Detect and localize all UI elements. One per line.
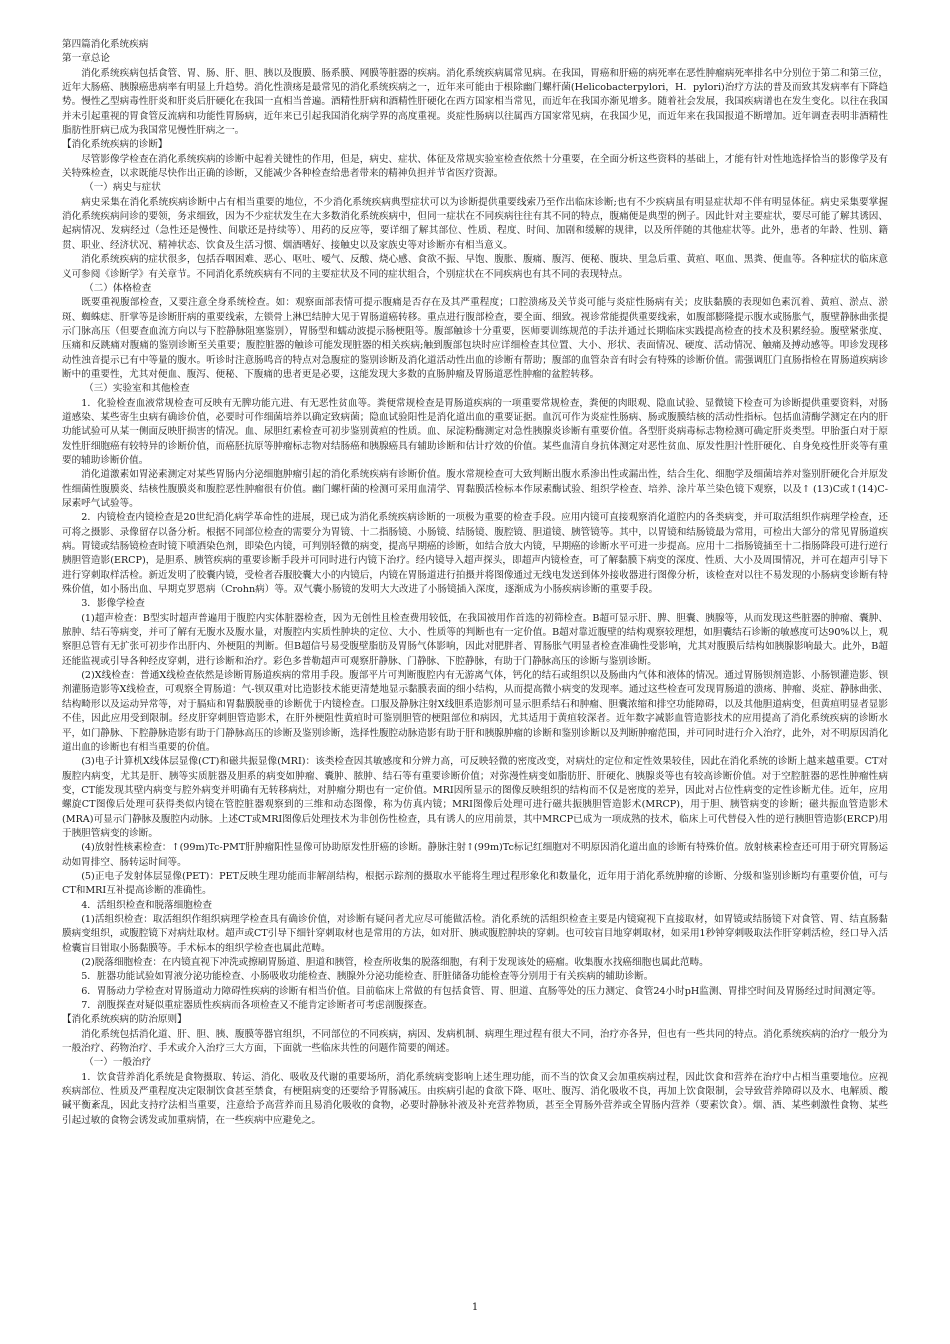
general-treatment-heading: （一）一般治疗: [84, 1057, 152, 1069]
imaging-paragraph: (2)X线检查：普通X线检查依然是诊断胃肠道疾病的常用手段。腹部平片可判断腹腔内有无游离气体，钙化的结石或组织以及肠曲内气体和液体的情况。通过胃肠钡剂造影、小肠钡灌造影、钡剂灌肠造影等X线检查，可观察全胃肠道：气-钡双重对比造影技术能更清楚地显示黏膜表面的细小结构，从而提高微小病变的发现率。通过这些检查可发现胃肠道的溃疡、肿瘤、炎症、静脉曲张、结构畸形以及运动异常等，对于膈疝和胃黏膜脱垂的诊断优于内镜检查。口服及静脉注射X线胆系造影剂可显示胆系结石和肿瘤、胆囊浓缩和排空功能障碍，以及其他胆道病变，但黄疸明显者显影不佳，因此应用受到限制。经皮肝穿刺胆管造影术，在肝外梗阻性黄疸时可鉴别胆管的梗阻部位和病因，尤其适用于黄疸较深者。近年数字减影血管造影技术的应用提高了消化系统疾病的诊断水平，如门静脉、下腔静脉造影有助于门静脉高压的诊断及鉴别诊断，选择性腹腔动脉造影有助于肝和胰腺肿瘤的诊断和鉴别诊断以及判断肿瘤范围，并可同时进行介入治疗，此外，对不明原因消化道出血的诊断也有相当重要的价值。: [62, 670, 888, 753]
imaging-paragraph: (3)电子计算机X线体层显像(CT)和磁共振显像(MRI)：该类检查因其敏感度和分辨力高，可反映轻微的密度改变，对病灶的定位和定性效果较佳，因此在消化系统的诊断上越来越重要。CT对腹腔内病变，尤其是肝、胰等实质脏器及胆系的病变如肿瘤、囊肿、脓肿、结石等有重要诊断价值；对弥漫性病变如脂肪肝、肝硬化、胰腺炎等也有较高诊断价值。对于空腔脏器的恶性肿瘤性病变，CT能发现其壁内病变与腔外病变并明确有无转移病灶，对肿瘤分期也有一定价值。MRI因所显示的图像反映组织的结构而不仅是密度的差异，因此对占位性病变的定性诊断尤佳。近年，应用螺旋CT图像后处理可获得类似内镜在管腔脏器观察到的三维和动态图像，称为仿真内镜；MRI图像后处理可进行磁共振胰胆管造影术(MRCP)，用于胆、胰管病变的诊断；磁共振血管造影术(MRA)可显示门静脉及腹腔内动脉。上述CT或MRI图像后处理技术为非创伤性检查，具有诱人的应用前景，其中MRCP已成为一项成熟的技术，临床上可代替侵入性的逆行胰胆管造影(ERCP)用于胰胆管病变的诊断。: [62, 756, 888, 839]
exam-heading: （二）体格检查: [84, 282, 152, 294]
exam-paragraph: 既要重视腹部检查，又要注意全身系统检查。如：观察面部表情可提示腹痛是否存在及其严重程度；口腔溃疡及关节炎可能与炎症性肠病有关；皮肤黏膜的表现如色素沉着、黄疸、淤点、淤斑、蜘蛛痣、肝掌等是诊断肝病的重要线索，左锁骨上淋巴结肿大见于胃肠道癌转移。重点进行腹部检查，要全面、细致。视诊常能提供重要线索，如腹部膨隆提示腹水或肠胀气，腹壁静脉曲张提示门脉高压（但要查血流方向以与下腔静脉阻塞鉴别），胃肠型和蠕动波提示肠梗阻等。腹部触诊十分重要，医师要训练规范的手法并通过长期临床实践提高检查的技术及积累经验。腹壁紧张度、压痛和反跳痛对腹痛的鉴别诊断至关重要；腹腔脏器的触诊可能发现脏器的相关疾病;触到腹部包块时应详细检查其位置、大小、形状、表面情况、硬度、活动情况、触痛及搏动感等。叩诊发现移动性浊音提示已有中等量的腹水。听诊时注意肠鸣音的特点对急腹症的鉴别诊断及消化道活动性出血的诊断有帮助；腹部的血管杂音有时会有特殊的诊断价值。需强调肛门直肠指检在胃肠道疾病诊断中的重要性，尤其对便血、腹泻、便秘、下腹痛的患者更是必要，这能发现大多数的直肠肿瘤及胃肠道恶性肿瘤的盆腔转移。: [62, 297, 888, 380]
other-exam-paragraph: 5．脏器功能试验如胃液分泌功能检查、小肠吸收功能检查、胰腺外分泌功能检查、肝脏储备功能检查等分别用于有关疾病的辅助诊断。: [81, 971, 654, 983]
document-page: [62, 38, 888, 1300]
diagnosis-heading: 【消化系统疾病的诊断】: [62, 139, 168, 151]
treatment-intro: 消化系统包括消化道、肝、胆、胰、腹膜等器官组织，不同部位的不同疾病，病因、发病机制、病理生理过程有很大不同，治疗亦各异，但也有一些共同的特点。消化系统疾病的治疗一般分为一般治疗、药物治疗、手术或介入治疗三大方面，下面就一些临床共性的问题作简要的阐述。: [62, 1028, 888, 1055]
history-paragraph: 病史采集在消化系统疾病诊断中占有相当重要的地位，不少消化系统疾病典型症状可以为诊断提供重要线索乃至作出临床诊断;也有不少疾病虽有明显症状却不伴有明显体征。病史采集要掌握消化系统疾病问诊的要领，务求细致，因为不少症状发生在大多数消化系统疾病中，但同一症状在不同疾病往往有其不同的特点，腹痛便是典型的例子。因此针对主要症状，要尽可能了解其诱因、起病情况、发病经过（急性还是慢性、间歇还是持续等）、用药的反应等，要详细了解其部位、性质、程度、时间、加剧和缓解的规律，以及所伴随的其他症状等。此外，患者的年龄、性别、籍贯、职业、经济状况、精神状态、饮食及生活习惯、烟酒嗜好、接触史以及家族史等对诊断亦有相当意义。: [62, 196, 888, 251]
intro-paragraph: 消化系统疾病包括食管、胃、肠、肝、胆、胰以及腹膜、肠系膜、网膜等脏器的疾病。消化系统疾病属常见病。在我国，胃癌和肝癌的病死率在恶性肿瘤病死率排名中分别位于第二和第三位，近年大肠癌、胰腺癌患病率有明显上升趋势。消化性溃疡是最常见的消化系统疾病之一，近年来可能由于根除幽门螺杆菌(Helicobacterpylori，H．pylori)治疗方法的普及而致其发病率有下降趋势。慢性乙型病毒性肝炎和肝炎后肝硬化在我国一直相当普遍。酒精性肝病和酒精性肝硬化在西方国家相当常见，而近年在我国亦渐见增多。随着社会发展，我国疾病谱也在发生变化。以往在我国并未引起重视的胃食管反流病和功能性胃肠病，近年来已引起我国消化病学界的高度重视。炎症性肠病以往属西方国家常见病，在我国少见，而近年来在我国报道不断增加。近年调查表明非酒精性脂肪性肝病已成为我国常见慢性肝病之一。: [62, 67, 888, 137]
lab-heading: （三）实验室和其他检查: [84, 383, 190, 395]
lab-paragraph: 1．化验检查血液常规检查可反映有无脾功能亢进、有无恶性贫血等。粪便常规检查是胃肠道疾病的一项重要常规检查，粪便的肉眼观、隐血试验、显微镜下检查可为诊断提供重要资料，对肠道感染、某些寄生虫病有确诊价值，必要时可作细菌培养以确定致病菌；隐血试验阳性是消化道出血的重要证据。血沉可作为炎症性肠病、肠或腹膜结核的活动性指标。包括血清酶学测定在内的肝功能试验可从某一侧面反映肝损害的情况。血、尿胆红素检查可初步鉴别黄疸的性质。血、尿淀粉酶测定对急性胰腺炎诊断有重要价值。各型肝炎病毒标志物检测可确定肝炎类型。甲胎蛋白对于原发性肝细胞癌有较特异的诊断价值，而癌胚抗原等肿瘤标志物对结肠癌和胰腺癌具有辅助诊断和估计疗效的价值。某些血清自身抗体测定对恶性贫血、原发性胆汁性肝硬化、自身免疫性肝炎等有重要的辅助诊断价值。: [62, 397, 888, 466]
biopsy-paragraph: (1)活组织检查：取活组织作组织病理学检查具有确诊价值，对诊断有疑问者尤应尽可能做活检。消化系统的活组织检查主要是内镜窥视下直接取材，如胃镜或结肠镜下对食管、胃、结直肠黏膜病变组织，或腹腔镜下对病灶取材。超声或CT引导下细针穿刺取材也是常用的方法，如对肝、胰或腹腔肿块的穿刺。也可较盲目地穿刺取材，如采用1秒钟穿刺吸取法作肝穿刺活检，经口导入活检囊盲目钳取小肠黏膜等。手术标本的组织学检查也属此范畴。: [62, 913, 888, 954]
history-heading: （一）病史与症状: [84, 182, 161, 194]
history-paragraph: 消化系统疾病的症状很多，包括吞咽困难、恶心、呕吐、嗳气、反酸、烧心感、食欲不振、早饱、腹胀、腹痛、腹泻、便秘、腹块、里急后重、黄疸、呕血、黑粪、便血等。各种症状的临床意义可参阅《诊断学》有关章节。不同消化系统疾病有不同的主要症状及不同的症状组合，个别症状在不同疾病也有其不同的表现特点。: [62, 254, 888, 280]
part-title: 第四篇消化系统疾病: [62, 39, 149, 50]
biopsy-paragraph: (2)脱落细胞检查：在内镜直视下冲洗或擦刷胃肠道、胆道和胰管，检查所收集的脱落细胞，有利于发现该处的癌瘤。收集腹水找癌细胞也属此范畴。: [81, 957, 709, 968]
biopsy-heading: 4．活组织检查和脱落细胞检查: [81, 899, 213, 911]
diagnosis-intro: 尽管影像学检查在消化系统疾病的诊断中起着关键性的作用，但是，病史、症状、体征及常规实验室检查依然十分重要，在全面分析这些资料的基础上，才能有针对性地选择恰当的影像学及有关特殊检查，以求既能尽快作出正确的诊断，又能减少各种检查给患者带来的精神负担并节省医疗资源。: [62, 153, 888, 180]
imaging-heading: 3．影像学检查: [81, 598, 145, 610]
treatment-heading: 【消化系统疾病的防治原则】: [62, 1014, 187, 1026]
imaging-paragraph: (1)超声检查：B型实时超声普遍用于腹腔内实体脏器检查，因为无创性且检查费用较低，在我国被用作首选的初筛检查。B超可显示肝、脾、胆囊、胰腺等，从而发现这些脏器的肿瘤、囊肿、脓肿、结石等病变，并可了解有无腹水及腹水量，对腹腔内实质性肿块的定位、大小、性质等的判断也有一定价值。B超对靠近腹壁的结构观察较理想，如胆囊结石诊断的敏感度可达90%以上，观察胆总管有无扩张可初步作出肝内、外梗阻的判断。但B超信号易受腹壁脂肪及胃肠气体影响，因此对肥胖者、胃肠胀气明显者检查准确性受影响，尤其对腹膜后结构如胰腺影响最大。此外，B超还能监视或引导各种经皮穿刺，进行诊断和治疗。彩色多普勒超声可观察肝静脉、门静脉、下腔静脉，有助于门静脉高压的诊断与鉴别诊断。: [62, 612, 888, 667]
imaging-paragraph: (4)放射性核素检查：↑(99m)Tc-PMT肝肿瘤阳性显像可协助原发性肝癌的诊断。静脉注射↑(99m)Tc标记红细胞对不明原因消化道出血的诊断有特殊价值。放射核素检查还可用于研究胃肠运动如胃排空、肠转运时间等。: [62, 842, 888, 868]
other-exam-paragraph: 6．胃肠动力学检查对胃肠道动力障碍性疾病的诊断有相当价值。目前临床上常做的有包括食管、胃、胆道、直肠等处的压力测定、食管24小时pH监测、胃排空时间及胃肠经过时间测定等。: [81, 985, 882, 997]
chapter-title: 第一章总论: [62, 53, 110, 65]
page-number: 1: [471, 1302, 479, 1313]
lab-paragraph: 消化道激素如胃泌素测定对某些胃肠内分泌细胞肿瘤引起的消化系统疾病有诊断价值。腹水常规检查可大致判断出腹水系渗出性或漏出性，结合生化、细胞学及细菌培养对鉴别肝硬化合并原发性细菌性腹膜炎、结核性腹膜炎和腹腔恶性肿瘤很有价值。幽门螺杆菌的检测可采用血清学、胃黏膜活检标本作尿素酶试验、组织学检查、培养、涂片革兰染色镜下观察，以及↑ (13)C或↑(14)C-尿素呼气试验等。: [62, 469, 888, 509]
general-treatment-paragraph: 1．饮食营养消化系统是食物摄取、转运、消化、吸收及代谢的重要场所，消化系统病变影响上述生理功能，而不当的饮食又会加重疾病过程，因此饮食和营养在治疗中占相当重要地位。应视疾病部位、性质及严重程度决定限制饮食甚至禁食，有梗阻病变的还要给予胃肠减压。由疾病引起的食欲下降、呕吐、腹泻、消化吸收不良，再加上饮食限制，会导致营养障碍以及水、电解质、酸碱平衡紊乱，因此支持疗法相当重要，注意给予高营养而且易消化吸收的食物，必要时静脉补液及补充营养物质，甚至全胃肠外营养或全胃肠内营养（要素饮食）。烟、酒、某些刺激性食物、某些引起过敏的食物会诱发或加重病情，在一些疾病中应避免之。: [62, 1071, 888, 1126]
imaging-paragraph: (5)正电子发射体层显像(PET)：PET反映生理功能而非解剖结构，根据示踪剂的摄取水平能将生理过程形象化和数量化，近年用于消化系统肿瘤的诊断、分级和鉴别诊断均有重要价值，可与CT和MRI互补提高诊断的准确性。: [62, 870, 888, 897]
other-exam-paragraph: 7．剖腹探查对疑似重症器质性疾病而各项检查又不能肯定诊断者可考虑剖腹探查。: [81, 1000, 433, 1012]
lab-paragraph: 2．内镜检查内镜检查是20世纪消化病学革命性的进展，现已成为消化系统疾病诊断的一项极为重要的检查手段。应用内镜可直接观察消化道腔内的各类病变，并可取活组织作病理学检查，还可将之摄影、录像留存以备分析。根据不同部位检查的需要分为胃镜、十二指肠镜、小肠镜、结肠镜、腹腔镜、胆道镜、胰管镜等。其中，以胃镜和结肠镜最为常用，可检出大部分的常见胃肠道疾病。胃镜或结肠镜检查时镜下喷洒染色剂，即染色内镜，可判别轻微的病变，提高早期癌的诊断，如结合放大内镜，早期癌的诊断水平可进一步提高。应用十二指肠镜插至十二指肠降段可进行逆行胰胆管造影(ERCP)，是胆系、胰管疾病的重要诊断手段并可同时进行内镜下治疗。经内镜导入超声探头，即超声内镜检查，可了解黏膜下病变的深度、性质、大小及周围情况，并可在超声引导下进行穿刺取样活检。新近发明了胶囊内镜，受检者吞服胶囊大小的内镜后，内镜在胃肠道进行拍摄并将图像通过无线电发送到体外接收器进行图像分析，该检查对以往不易发现的小肠病变诊断有特殊价值，如小肠出血、早期克罗恩病（Crohn病）等。双气囊小肠镜的发明大大改进了小肠镜插入深度，逐渐成为小肠疾病诊断的重要手段。: [62, 512, 888, 596]
